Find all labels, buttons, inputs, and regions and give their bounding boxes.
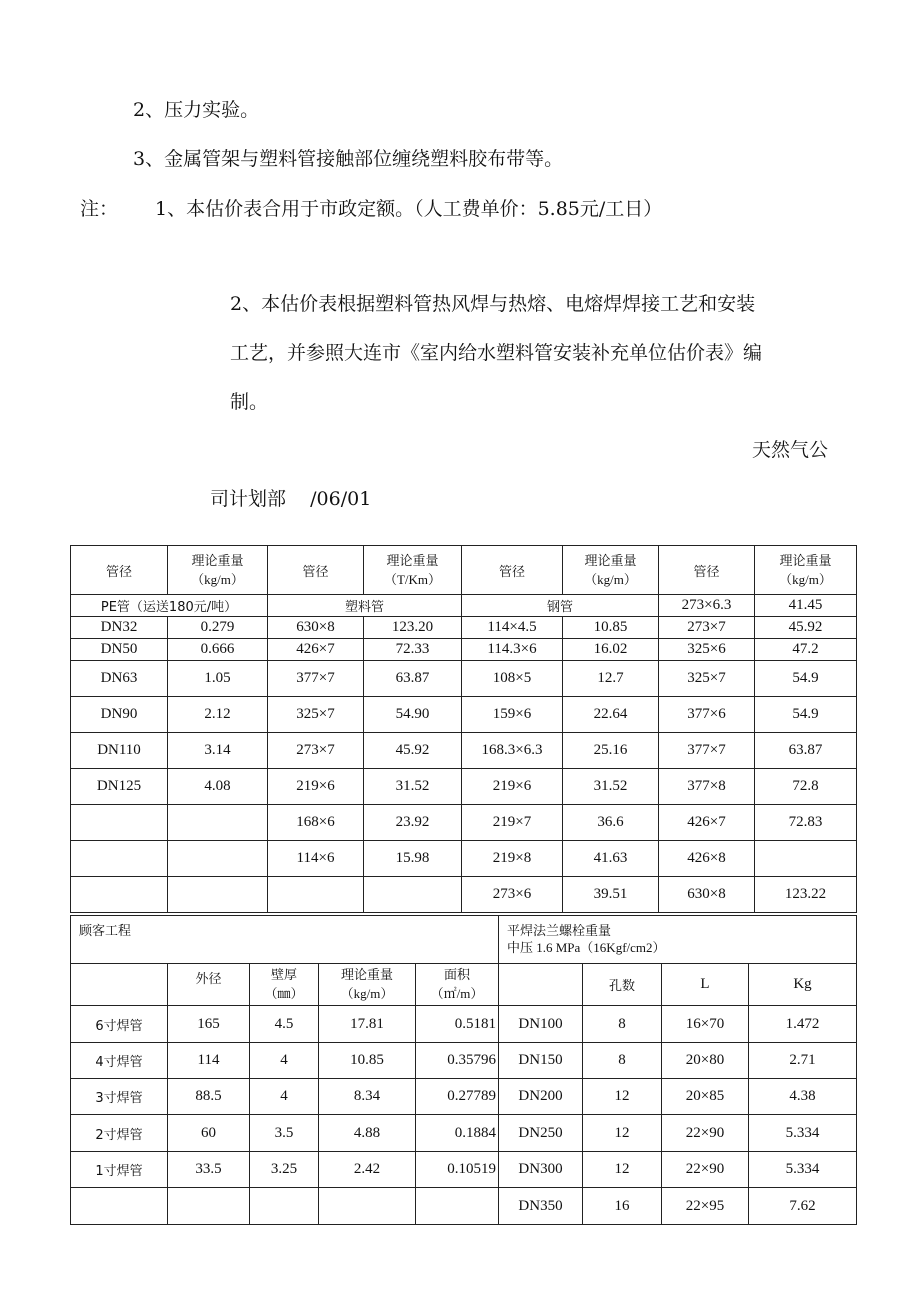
table-cell (268, 877, 364, 913)
table-cell: 8 (583, 1043, 662, 1079)
table-cell: 426×7 (268, 639, 364, 661)
table-cell: 3.14 (168, 733, 268, 769)
header-diameter: 管径 (659, 546, 755, 595)
table-cell: 39.51 (563, 877, 659, 913)
table-cell: 0.35796 (416, 1043, 499, 1079)
table2-header-row (71, 964, 857, 1006)
table-cell: 630×8 (268, 617, 364, 639)
table-cell: 426×8 (659, 841, 755, 877)
table-cell: 20×85 (662, 1079, 749, 1115)
table-cell (168, 1188, 250, 1225)
header-weight-label: 理论重量 (191, 553, 244, 569)
section-plastic-pipe: 塑料管 (268, 595, 462, 617)
table-cell: 12 (583, 1079, 662, 1115)
table-cell: 31.52 (364, 769, 462, 805)
table-cell: 16 (583, 1188, 662, 1225)
table-cell: DN63 (71, 661, 168, 697)
table-cell: 45.92 (364, 733, 462, 769)
table-cell: 0.10519 (416, 1152, 499, 1188)
table-cell: DN90 (71, 697, 168, 733)
section-pe-pipe: PE管（运送180元/吨） (71, 595, 268, 617)
table-cell: 41.63 (563, 841, 659, 877)
header-hole-count: 孔数 (583, 964, 662, 1006)
header-weight-label: 理论重量 (584, 553, 637, 569)
table-cell: 4.5 (250, 1006, 319, 1043)
table-cell (319, 1188, 416, 1225)
table-cell: 25.16 (563, 733, 659, 769)
table-cell: 4.88 (319, 1115, 416, 1152)
note-2-line-b: 工艺，并参照大连市《室内给水塑料管安装补充单位估价表》编 (230, 342, 763, 364)
table-cell: 377×6 (659, 697, 755, 733)
table-cell: 12 (583, 1152, 662, 1188)
table-cell: DN150 (499, 1043, 583, 1079)
table-cell: 41.45 (755, 595, 857, 617)
flange-bolt-title (499, 916, 857, 964)
header-weight (168, 546, 268, 595)
table-cell: 63.87 (364, 661, 462, 697)
table-cell: 20×80 (662, 1043, 749, 1079)
flange-bolt-title-line1: 平焊法兰螺栓重量 (507, 924, 612, 939)
table-cell (168, 877, 268, 913)
table-row (71, 617, 857, 639)
table-row (71, 877, 857, 913)
header-area (416, 964, 499, 1006)
table-cell (168, 841, 268, 877)
table-cell: 72.83 (755, 805, 857, 841)
note-2-line-a: 2、本估价表根据塑料管热风焊与热熔、电熔焊焊接工艺和安装 (230, 293, 756, 315)
table-cell (71, 805, 168, 841)
table-cell: 0.279 (168, 617, 268, 639)
table-cell: 377×8 (659, 769, 755, 805)
table-cell: 219×7 (462, 805, 563, 841)
header-weight-unit: （kg/m） (779, 571, 832, 587)
table-row (71, 805, 857, 841)
table-cell (416, 1188, 499, 1225)
table-row (71, 841, 857, 877)
customer-project-title: 顾客工程 (71, 916, 499, 964)
text-line-pressure-test: 2、压力实验。 (133, 99, 260, 121)
table-cell (250, 1188, 319, 1225)
table-cell: 4 (250, 1079, 319, 1115)
table-cell: 4.38 (749, 1079, 857, 1115)
table-cell: 22.64 (563, 697, 659, 733)
header-area-unit: （㎡/m） (430, 986, 484, 1001)
table-cell: 219×6 (268, 769, 364, 805)
table-cell: 10.85 (319, 1043, 416, 1079)
signature-line-b: 司计划部 /06/01 (210, 488, 372, 510)
table-cell: 219×8 (462, 841, 563, 877)
table-cell: 114 (168, 1043, 250, 1079)
table-cell: 1寸焊管 (71, 1152, 168, 1188)
table-cell: 630×8 (659, 877, 755, 913)
table-cell: 54.90 (364, 697, 462, 733)
table-cell: 45.92 (755, 617, 857, 639)
table-cell: 2.71 (749, 1043, 857, 1079)
header-weight-unit: （T/Km） (383, 571, 442, 587)
table-cell: 31.52 (563, 769, 659, 805)
pipe-table-header (71, 546, 857, 595)
table-cell: 168.3×6.3 (462, 733, 563, 769)
header-blank (71, 964, 168, 1006)
header-weight-label: 理论重量 (779, 553, 832, 569)
pipe-table-section-row (71, 595, 857, 617)
table-cell: 33.5 (168, 1152, 250, 1188)
table-cell: 5.334 (749, 1152, 857, 1188)
table-cell: 1.05 (168, 661, 268, 697)
table-cell: 0.27789 (416, 1079, 499, 1115)
table-cell: 114×4.5 (462, 617, 563, 639)
table-row (71, 661, 857, 697)
table-cell: 63.87 (755, 733, 857, 769)
table-cell (755, 841, 857, 877)
header-theoretical-weight-label: 理论重量 (340, 968, 393, 984)
table-cell: DN110 (71, 733, 168, 769)
table-cell: 3.5 (250, 1115, 319, 1152)
table-cell: DN300 (499, 1152, 583, 1188)
table-cell: 377×7 (268, 661, 364, 697)
header-weight (755, 546, 857, 595)
table-cell: 2.42 (319, 1152, 416, 1188)
table-cell: DN32 (71, 617, 168, 639)
header-blank (499, 964, 583, 1006)
table-cell: 88.5 (168, 1079, 250, 1115)
table-cell: 273×6.3 (659, 595, 755, 617)
table-cell (71, 877, 168, 913)
header-weight-unit: （kg/m） (191, 571, 244, 587)
header-theoretical-weight-unit: （kg/m） (340, 986, 394, 1001)
note-1: 1、本估价表合用于市政定额。（人工费单价：5.85元/工日） (155, 198, 663, 220)
table-row (71, 1079, 857, 1115)
table-cell: 47.2 (755, 639, 857, 661)
header-length: L (662, 964, 749, 1006)
table-cell: 54.9 (755, 661, 857, 697)
table-cell: 165 (168, 1006, 250, 1043)
table-cell: 426×7 (659, 805, 755, 841)
header-diameter: 管径 (462, 546, 563, 595)
table-cell: 22×95 (662, 1188, 749, 1225)
header-wall-thickness (250, 964, 319, 1006)
table-row (71, 769, 857, 805)
table-cell: 273×6 (462, 877, 563, 913)
table-cell: 5.334 (749, 1115, 857, 1152)
table-cell: 325×6 (659, 639, 755, 661)
table-cell: 8.34 (319, 1079, 416, 1115)
flange-bolt-title-line2: 中压 1.6 MPa（16Kgf/cm2） (507, 940, 666, 955)
table-cell: DN200 (499, 1079, 583, 1115)
table-cell: 0.5181 (416, 1006, 499, 1043)
table-cell: 0.666 (168, 639, 268, 661)
table-cell: 72.8 (755, 769, 857, 805)
table-row (71, 1152, 857, 1188)
table-cell: 36.6 (563, 805, 659, 841)
table-cell: 4 (250, 1043, 319, 1079)
table-cell: 22×90 (662, 1115, 749, 1152)
table-cell: 10.85 (563, 617, 659, 639)
header-weight-unit: （kg/m） (584, 571, 637, 587)
table-cell: 0.1884 (416, 1115, 499, 1152)
table-row (71, 733, 857, 769)
table2-title-row (71, 916, 857, 964)
table-cell: 114.3×6 (462, 639, 563, 661)
table-cell (71, 841, 168, 877)
header-diameter: 管径 (268, 546, 364, 595)
text-line-wrap-tape: 3、金属管架与塑料管接触部位缠绕塑料胶布带等。 (133, 148, 564, 170)
table-row (71, 1006, 857, 1043)
table-row (71, 639, 857, 661)
table-cell: 17.81 (319, 1006, 416, 1043)
table-cell: 123.20 (364, 617, 462, 639)
signature-line-a: 天然气公 (752, 439, 829, 461)
header-outer-diameter: 外径 (168, 964, 250, 1006)
table-cell: 8 (583, 1006, 662, 1043)
table-cell: 12 (583, 1115, 662, 1152)
note-2-line-c: 制。 (230, 391, 269, 413)
table-cell: 114×6 (268, 841, 364, 877)
table-cell: 6寸焊管 (71, 1006, 168, 1043)
table-cell: 60 (168, 1115, 250, 1152)
table-row (71, 1043, 857, 1079)
table-cell (168, 805, 268, 841)
header-diameter: 管径 (71, 546, 168, 595)
header-kg: Kg (749, 964, 857, 1006)
table-cell: 23.92 (364, 805, 462, 841)
table-cell: 377×7 (659, 733, 755, 769)
table-cell: 16×70 (662, 1006, 749, 1043)
table-cell: 325×7 (659, 661, 755, 697)
table-cell: 168×6 (268, 805, 364, 841)
header-weight-label: 理论重量 (386, 553, 439, 569)
table-cell: 273×7 (268, 733, 364, 769)
table-row (71, 697, 857, 733)
header-weight (563, 546, 659, 595)
table-cell: DN250 (499, 1115, 583, 1152)
table-cell: DN100 (499, 1006, 583, 1043)
table-cell: 7.62 (749, 1188, 857, 1225)
header-wall-thickness-label: 壁厚 (270, 968, 297, 984)
table-cell: 72.33 (364, 639, 462, 661)
table-cell (364, 877, 462, 913)
table-cell: 273×7 (659, 617, 755, 639)
table-cell: 219×6 (462, 769, 563, 805)
note-label: 注： (80, 198, 119, 220)
header-wall-thickness-unit: （㎜） (264, 986, 304, 1001)
table-cell: 325×7 (268, 697, 364, 733)
table-cell: DN50 (71, 639, 168, 661)
table-cell (71, 1188, 168, 1225)
header-area-label: 面积 (443, 968, 470, 984)
table-cell: 12.7 (563, 661, 659, 697)
table-cell: 4寸焊管 (71, 1043, 168, 1079)
table-cell: 1.472 (749, 1006, 857, 1043)
table-cell: 22×90 (662, 1152, 749, 1188)
table-row (71, 1115, 857, 1152)
table-cell: DN125 (71, 769, 168, 805)
table-cell: 4.08 (168, 769, 268, 805)
table-cell: 123.22 (755, 877, 857, 913)
table-cell: DN350 (499, 1188, 583, 1225)
header-theoretical-weight (319, 964, 416, 1006)
pipe-weight-table (70, 545, 857, 913)
section-steel-pipe: 钢管 (462, 595, 659, 617)
table-cell: 2.12 (168, 697, 268, 733)
table-cell: 3.25 (250, 1152, 319, 1188)
table-cell: 108×5 (462, 661, 563, 697)
table-cell: 15.98 (364, 841, 462, 877)
table-cell: 2寸焊管 (71, 1115, 168, 1152)
table-cell: 16.02 (563, 639, 659, 661)
table-cell: 54.9 (755, 697, 857, 733)
header-weight (364, 546, 462, 595)
welded-pipe-flange-table (70, 915, 857, 1225)
table-row (71, 1188, 857, 1225)
table-cell: 159×6 (462, 697, 563, 733)
table-cell: 3寸焊管 (71, 1079, 168, 1115)
